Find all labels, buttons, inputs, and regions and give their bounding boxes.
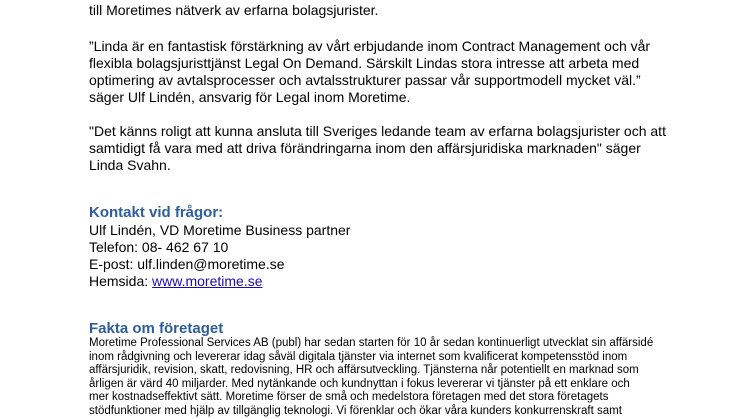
text-line: flexibla bolagsjuristtjänst Legal On Demand. Särskilt Lindas stora intresse att arbeta med <box>89 55 640 71</box>
contact-phone: Telefon: 08- 462 67 10 <box>89 239 229 255</box>
contact-name: Ulf Lindén, VD Moretime Business partner <box>89 222 351 238</box>
text-line: Moretime Professional Services AB (publ) har sedan starten för 10 år sedan kontinuerligt utvecklat sin affärsidé <box>89 337 654 349</box>
contact-website <box>89 273 350 290</box>
text-line: årligen är värd 40 miljarder. Med nytänkande och kundnyttan i fokus levererar vi tjänster på ett enklare och <box>89 377 630 390</box>
text-line: Linda Svahn. <box>89 157 171 173</box>
intro-paragraph <box>89 2 378 19</box>
contact-heading: Kontakt vid frågor: <box>89 204 224 221</box>
text-line: till Moretimes nätverk av erfarna bolagsjurister. <box>89 2 379 18</box>
quote-paragraph-1 <box>89 38 650 106</box>
text-line: "Det känns roligt att kunna ansluta till Sveriges ledande team av erfarna bolagsjurister och att <box>89 123 666 139</box>
text-line: inom rådgivning och levererar idag såväl digitala tjänster via internet som kvalificerat kompetensstöd inom <box>89 350 628 363</box>
text-line: affärsjuridik, revision, skatt, redovisning, HR och affärsutveckling. Tjänsterna når potentiellt en marknad som <box>89 364 639 376</box>
text-line: samtidigt få vara med att driva förändringarna inom den affärsjuridiska marknaden" säger <box>89 140 641 156</box>
text-line: mer kostnadseffektivt sätt. Moretime förser de små och medelstora företagen med det stora företagets <box>89 391 609 403</box>
text-line: ”Linda är en fantastisk förstärkning av vårt erbjudande inom Contract Management och vår <box>89 38 651 54</box>
facts-heading: Fakta om företaget <box>89 320 224 337</box>
text-line: stödfunktioner med hjälp av tillgänglig teknologi. Vi förenklar och ökar våra kunders konkurrenskraft samt <box>89 404 622 417</box>
text-line: säger Ulf Lindén, ansvarig för Legal inom Moretime. <box>89 89 411 105</box>
website-link[interactable]: www.moretime.se <box>152 273 263 289</box>
text-line: optimering av avtalsprocesser och avtalsstrukturer passar vår supportmodell mycket väl.” <box>89 72 641 88</box>
contact-block <box>89 222 350 290</box>
facts-paragraph <box>89 337 653 418</box>
quote-paragraph-2 <box>89 123 666 174</box>
website-label: Hemsida: <box>89 273 153 289</box>
contact-email: E-post: ulf.linden@moretime.se <box>89 256 285 272</box>
